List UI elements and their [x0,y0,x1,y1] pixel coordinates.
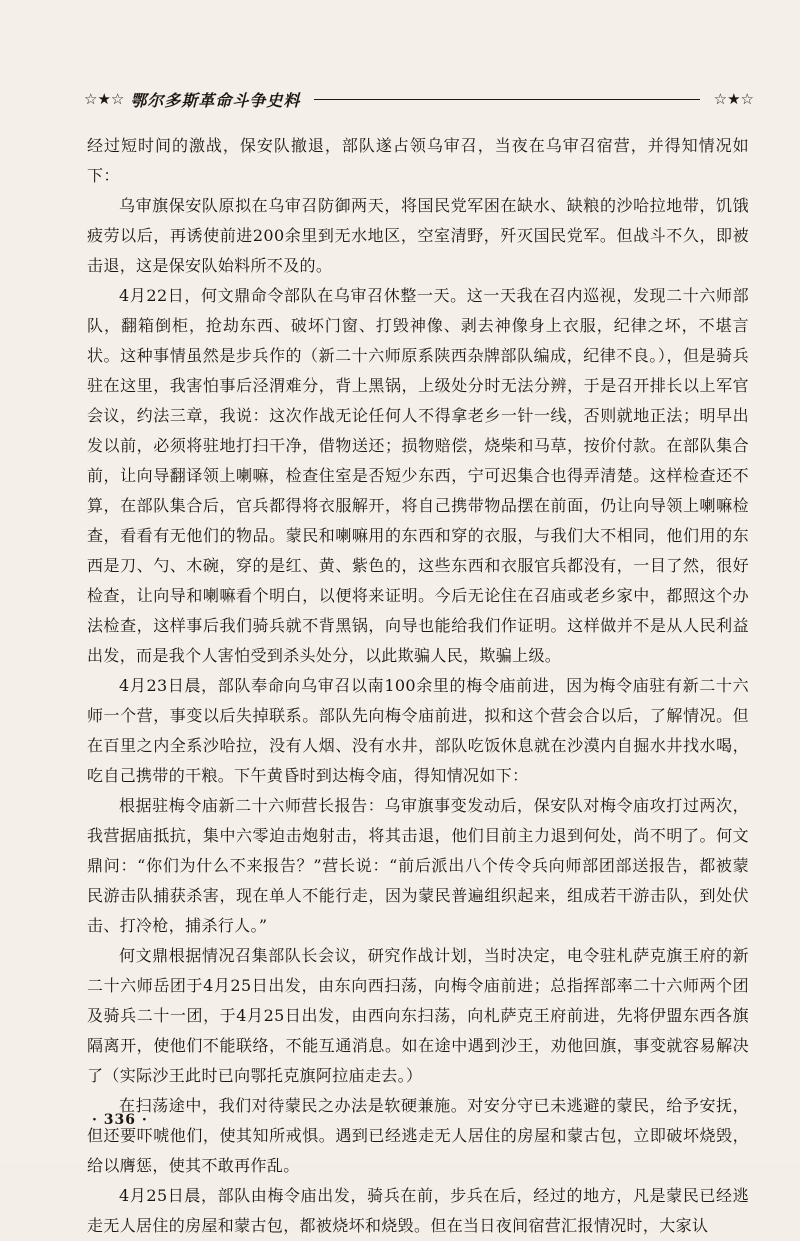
paragraph: 在扫荡途中，我们对待蒙民之办法是软硬兼施。对安分守已未逃避的蒙民，给予安抚，但还要吓唬他们，使其知所戒惧。遇到已经逃走无人居住的房屋和蒙古包，立即破坏烧毁，给以膺惩，使其不敢再作乱。 [87,1096,749,1175]
paragraph: 4月25日晨，部队由梅令庙出发，骑兵在前，步兵在后，经过的地方，凡是蒙民已经逃走无人居住的房屋和蒙古包，都被烧坏和烧毁。但在当日夜间宿营汇报情况时，大家认 [87,1186,749,1235]
header-title: 鄂尔多斯革命斗争史料 [130,90,301,110]
paragraph: 乌审旗保安队原拟在乌审召防御两天，将国民党军困在缺水、缺粮的沙哈拉地带，饥饿疲劳以后，再诱使前进200余里到无水地区，空室清野，歼灭国民党军。但战斗不久，即被击退，这是保安队始料所不及的。 [87,196,749,275]
paragraph: 根据驻梅令庙新二十六师营长报告：乌审旗事变发动后，保安队对梅令庙攻打过两次，我营据庙抵抗，集中六零迫击炮射击，将其击退，他们目前主力退到何处，尚不明了。何文鼎问：“你们为什么不来报告？”营长说：“前后派出八个传令兵向师部团部送报告，都被蒙民游击队捕获杀害，现在单人不能行走，因为蒙民普遍组织起来，组成若干游击队，到处伏击、打冷枪，捕杀行人。” [87,796,749,935]
running-header [84,88,754,110]
page-number: · 336 · [92,1112,148,1128]
paragraph: 何文鼎根据情况召集部队长会议，研究作战计划，当时决定，电令驻札萨克旗王府的新二十六师岳团于4月25日出发，由东向西扫荡，向梅令庙前进；总指挥部率二十六师两个团及骑兵二十一团，于4月25日出发，由西向东扫荡，向札萨克王府前进，先将伊盟东西各旗隔离开，使他们不能联络，不能互通消息。如在途中遇到沙王，劝他回旗，事变就容易解决了（实际沙王此时已向鄂托克旗阿拉庙走去。） [87,946,749,1085]
body-text [87,131,749,1241]
header-rule [314,99,699,100]
paragraph: 4月22日，何文鼎命令部队在乌审召休整一天。这一天我在召内巡视，发现二十六师部队，翻箱倒柜，抢劫东西、破坏门窗、打毁神像、剥去神像身上衣服，纪律之坏，不堪言状。这种事情虽然是步兵作的（新二十六师原系陕西杂牌部队编成，纪律不良。），但是骑兵驻在这里，我害怕事后泾渭难分，背上黑锅，上级处分时无法分辨，于是召开排长以上军官会议，约法三章，我说：这次作战无论任何人不得拿老乡一针一线，否则就地正法；明早出发以前，必须将驻地打扫干净，借物送还；损物赔偿，烧柴和马草，按价付款。在部队集合前，让向导翻译领上喇嘛，检查住室是否短少东西，宁可迟集合也得弄清楚。这样检查还不算，在部队集合后，官兵都得将衣服解开，将自己携带物品摆在前面，仍让向导领上喇嘛检查，看看有无他们的物品。蒙民和喇嘛用的东西和穿的衣服，与我们大不相同，他们用的东西是刀、勺、木碗，穿的是红、黄、紫色的，这些东西和衣服官兵都没有，一目了然，很好检查，让向导和喇嘛看个明白，以便将来证明。今后无论住在召庙或老乡家中，都照这个办法检查，这样事后我们骑兵就不背黑锅，向导也能给我们作证明。这样做并不是从人民利益出发，而是我个人害怕受到杀头处分，以此欺骗人民，欺骗上级。 [87,286,749,665]
paragraph: 4月23日晨，部队奉命向乌审召以南100余里的梅令庙前进，因为梅令庙驻有新二十六师一个营，事变以后失掉联系。部队先向梅令庙前进，拟和这个营会合以后，了解情况。但在百里之内全系沙哈拉，没有人烟、没有水井，部队吃饭休息就在沙漠内自掘水井找水喝，吃自己携带的干粮。下午黄昏时到达梅令庙，得知情况如下： [87,676,749,785]
header-stars-left: ☆★☆ [84,90,125,108]
header-stars-right: ☆★☆ [713,90,754,108]
paragraph: 经过短时间的激战，保安队撤退，部队遂占领乌审召，当夜在乌审召宿营，并得知情况如下： [87,136,749,185]
